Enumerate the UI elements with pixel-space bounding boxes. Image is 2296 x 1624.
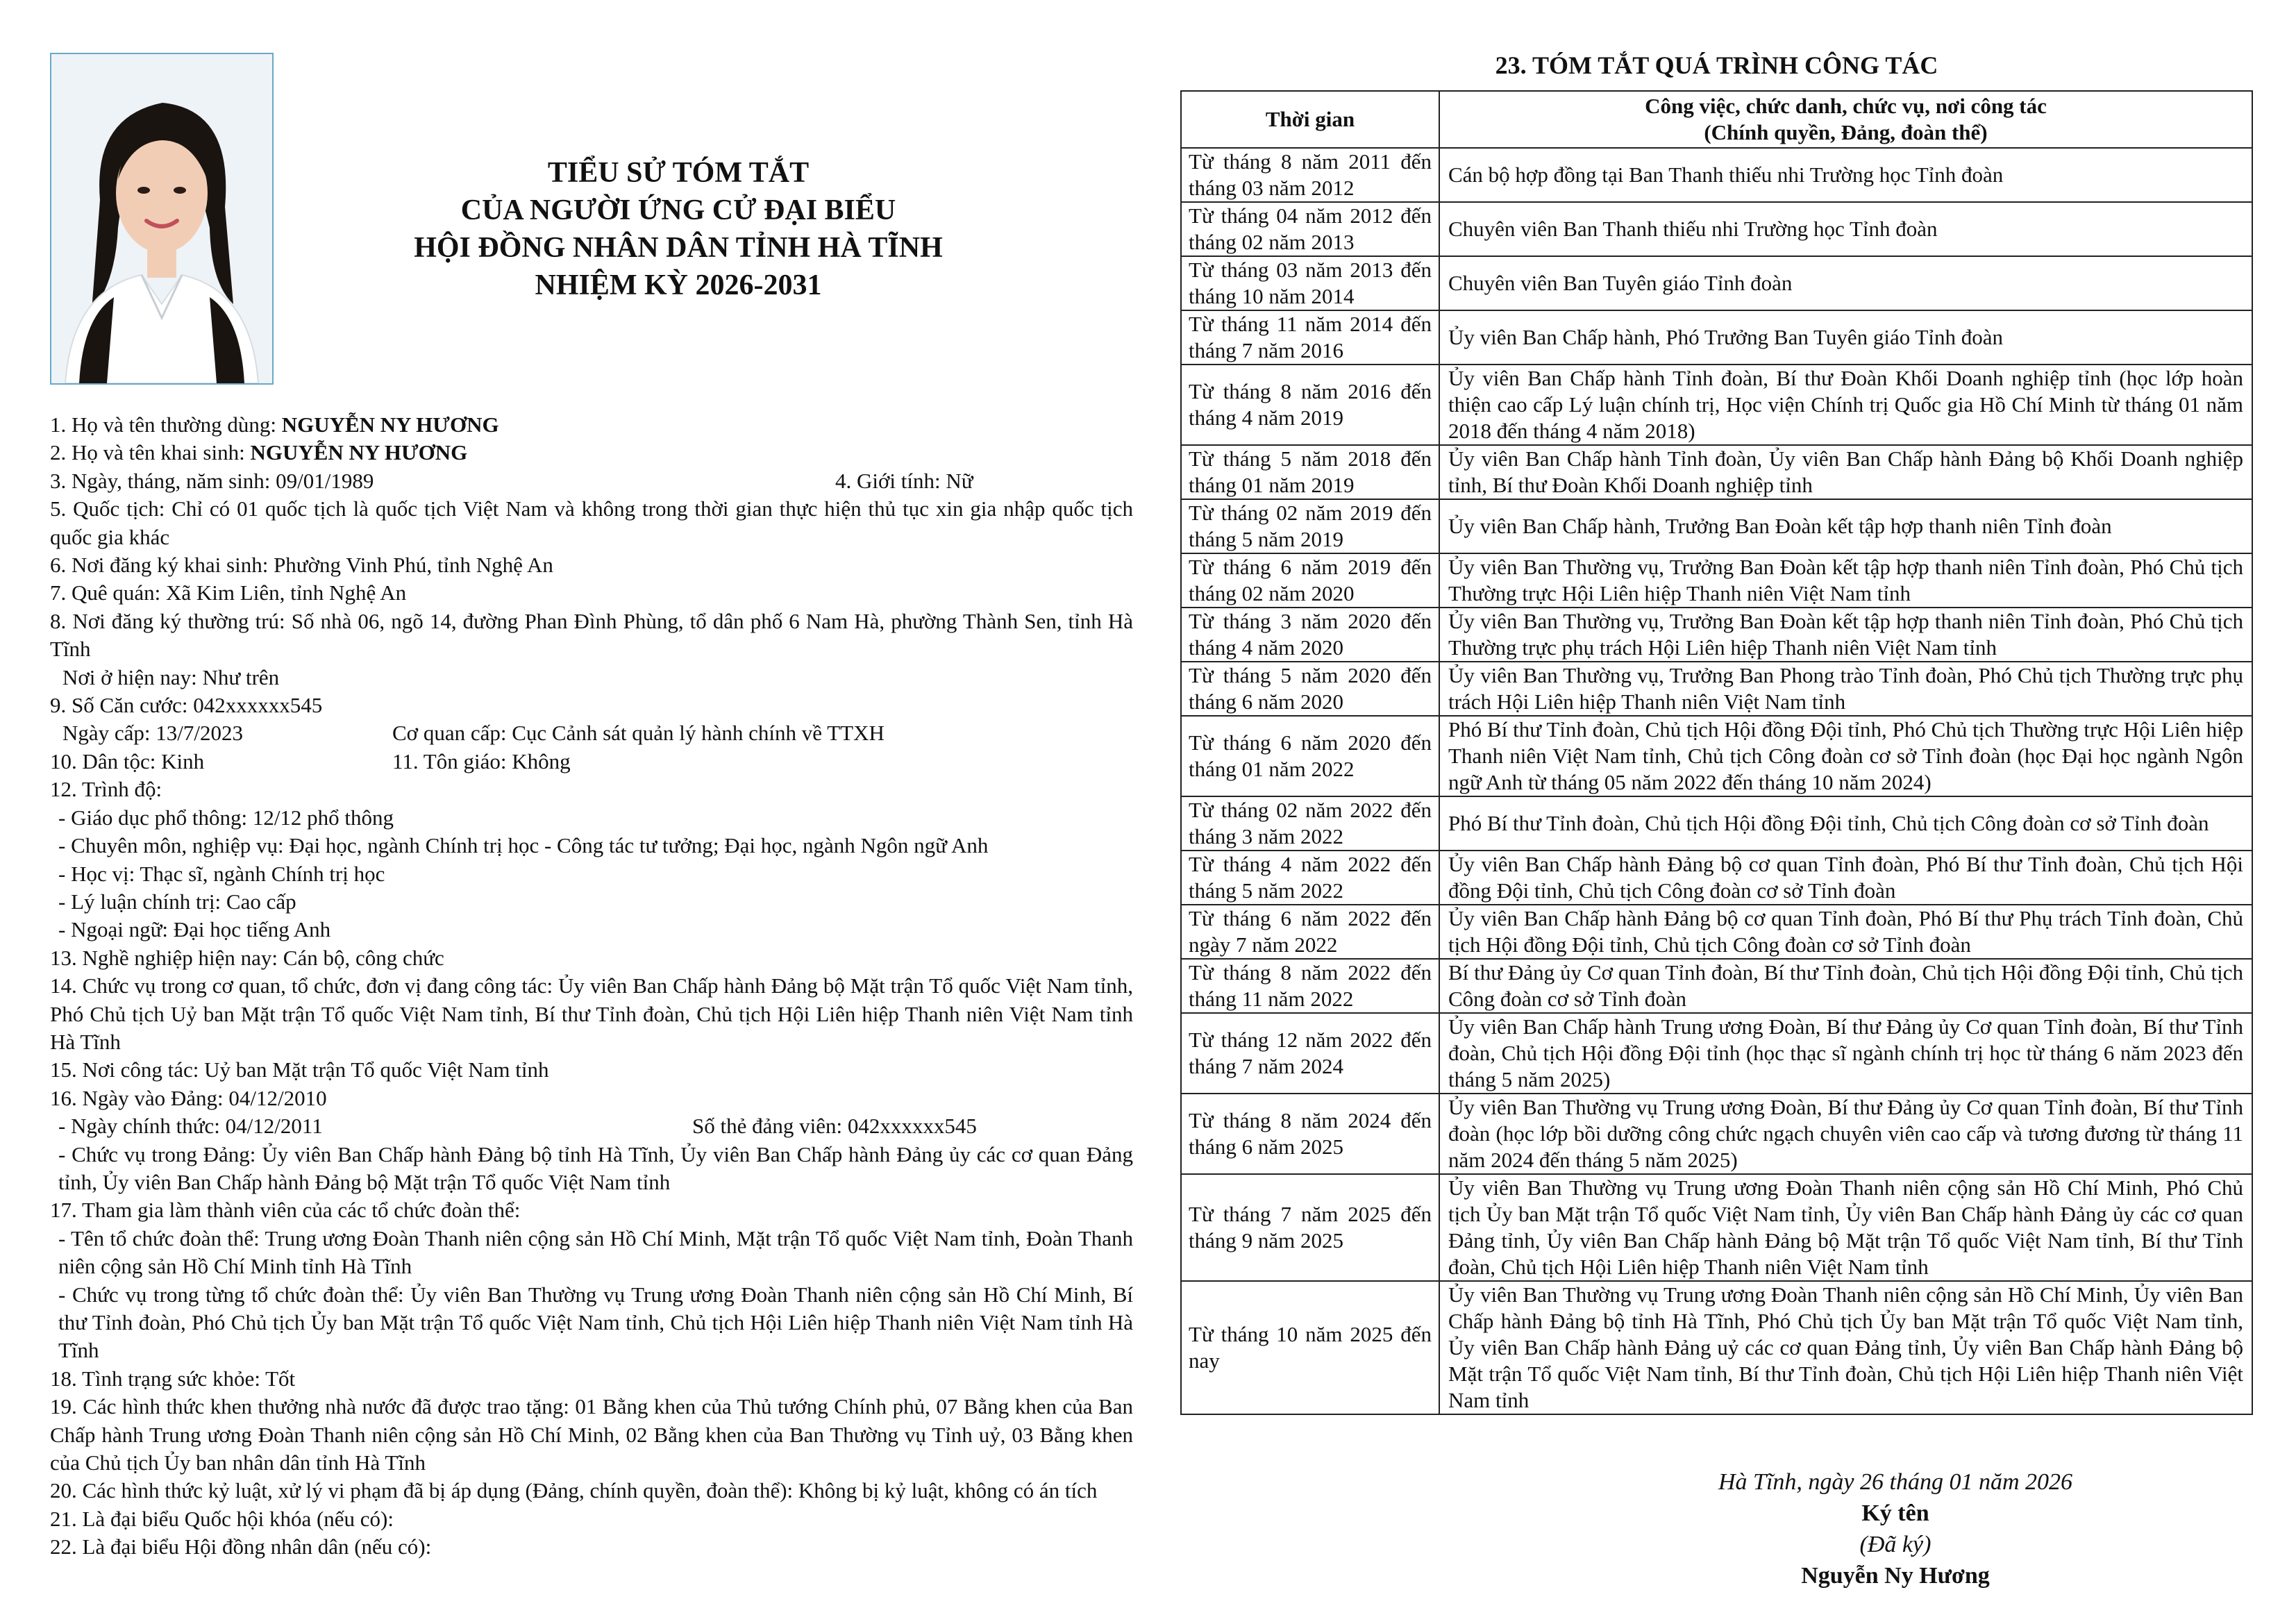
work-period: Từ tháng 6 năm 2019 đến tháng 02 năm 2020 [1181,553,1439,608]
field-discipline: 20. Các hình thức kỷ luật, xử lý vi phạm đã bị áp dụng (Đảng, chính quyền, đoàn thể): Không bị kỷ luật, không có án tích [50,1478,1098,1503]
field-ethnic-religion [50,748,1133,776]
column-header-desc-line2: (Chính quyền, Đảng, đoàn thể) [1704,120,1988,144]
field-value: NGUYỄN NY HƯƠNG [250,440,468,465]
work-description: Ủy viên Ban Chấp hành Tỉnh đoàn, Ủy viên Ban Chấp hành Đảng bộ Khối Doanh nghiệp tỉnh, Bí thư Đoàn Khối Doanh nghiệp tỉnh [1439,445,2252,499]
table-row [1181,365,2252,445]
work-period: Từ tháng 4 năm 2022 đến tháng 5 năm 2022 [1181,851,1439,905]
field-id-number: 9. Số Căn cước: 042xxxxxx545 [50,693,323,718]
work-period: Từ tháng 04 năm 2012 đến tháng 02 năm 2013 [1181,202,1439,256]
field-party-position: - Chức vụ trong Đảng: Ủy viên Ban Chấp hành Đảng bộ tỉnh Hà Tĩnh, Ủy viên Ban Chấp hành Đảng ủy các cơ quan Đảng tỉnh, Ủy viên Ban Chấp hành Đảng bộ Mặt trận Tổ quốc Việt Nam tỉnh [58,1141,1133,1194]
work-period: Từ tháng 12 năm 2022 đến tháng 7 năm 2024 [1181,1013,1439,1094]
work-description: Ủy viên Ban Thường vụ, Trưởng Ban Phong trào Tỉnh đoàn, Phó Chủ tịch Thường trực phụ trách Hội Liên hiệp Thanh niên Việt Nam tỉnh [1439,662,2252,716]
work-description: Ủy viên Ban Thường vụ, Trưởng Ban Đoàn kết tập hợp thanh niên Tỉnh đoàn, Phó Chủ tịch Thường trực phụ trách Hội Liên hiệp Thanh niên Việt Nam tỉnh [1439,608,2252,662]
signature-label: Ký tên [1861,1500,1929,1526]
table-row [1181,499,2252,553]
field-party-official [50,1112,1133,1140]
field-national-assembly: 21. Là đại biểu Quốc hội khóa (nếu có): [50,1506,394,1531]
table-row [1181,445,2252,499]
document-title [300,154,1057,304]
field-nationality: 5. Quốc tịch: Chỉ có 01 quốc tịch là quốc tịch Việt Nam và không trong thời gian thực hiện thủ tục xin gia nhập quốc tịch quốc gia khác [50,496,1133,549]
work-period: Từ tháng 8 năm 2024 đến tháng 6 năm 2025 [1181,1094,1439,1174]
work-description: Ủy viên Ban Thường vụ Trung ương Đoàn Thanh niên cộng sản Hồ Chí Minh, Ủy viên Ban Chấp hành Đảng bộ tỉnh Hà Tĩnh, Phó Chủ tịch Ủy ban Mặt trận Tổ quốc Việt Nam tỉnh, Ủy viên Ban Chấp hành Đảng uỷ các cơ quan Đảng tỉnh, Ủy viên Ban Chấp hành Đảng bộ Mặt trận Tổ quốc Việt Nam tỉnh, Bí thư Tỉnh đoàn, Chủ tịch Hội Liên hiệp Thanh niên Việt Nam tỉnh [1439,1281,2252,1414]
field-id-agency: Cơ quan cấp: Cục Cảnh sát quản lý hành chính về TTXH [392,721,885,746]
work-period: Từ tháng 10 năm 2025 đến nay [1181,1281,1439,1414]
title-line-4: NHIỆM KỲ 2026-2031 [535,269,822,301]
field-id-issue [50,719,1133,747]
work-period: Từ tháng 02 năm 2022 đến tháng 3 năm 2022 [1181,796,1439,851]
field-organizations-heading: 17. Tham gia làm thành viên của các tổ chức đoàn thể: [50,1198,521,1223]
work-description: Ủy viên Ban Chấp hành, Phó Trưởng Ban Tuyên giáo Tỉnh đoàn [1439,310,2252,365]
work-description: Ủy viên Ban Thường vụ Trung ương Đoàn, Bí thư Đảng ủy Cơ quan Tỉnh đoàn, Bí thư Tỉnh đoàn (học lớp bồi dưỡng công chức ngạch chuyên viên cao cấp và tương đương từ tháng 11 năm 2024 đến tháng 5 năm 2025) [1439,1094,2252,1174]
column-header-time: Thời gian [1181,91,1439,148]
field-occupation: 13. Nghề nghiệp hiện nay: Cán bộ, công chức [50,945,444,970]
table-row [1181,851,2252,905]
personal-info [50,411,1133,1562]
field-permanent-address: 8. Nơi đăng ký thường trú: Số nhà 06, ngõ 14, đường Phan Đình Phùng, tổ dân phố 6 Nam Hà, phường Thành Sen, tỉnh Hà Tĩnh [50,608,1133,662]
column-header-desc-line1: Công việc, chức danh, chức vụ, nơi công tác [1645,94,2047,118]
table-row [1181,608,2252,662]
field-awards: 19. Các hình thức khen thưởng nhà nước đã được trao tặng: 01 Bằng khen của Thủ tướng Chính phủ, 07 Bằng khen của Ban Chấp hành Trung ương Đoàn Thanh niên cộng sản Hồ Chí Minh, 02 Bằng khen của Ban Thường vụ Tỉnh uỷ, 03 Bằng khen của Chủ tịch Ủy ban nhân dân tỉnh Hà Tĩnh [50,1394,1133,1475]
work-history-table [1180,90,2253,1415]
table-row [1181,1174,2252,1281]
field-education-heading: 12. Trình độ: [50,777,162,802]
field-professional: - Chuyên môn, nghiệp vụ: Đại học, ngành Chính trị học - Công tác tư tưởng; Đại học, ngành Ngôn ngữ Anh [58,833,989,858]
field-birth-registration: 6. Nơi đăng ký khai sinh: Phường Vinh Phú, tỉnh Nghệ An [50,553,553,578]
work-period: Từ tháng 7 năm 2025 đến tháng 9 năm 2025 [1181,1174,1439,1281]
field-gender: 4. Giới tính: Nữ [835,468,973,493]
table-row [1181,256,2252,310]
table-row [1181,310,2252,365]
table-row [1181,148,2252,202]
field-value: NGUYỄN NY HƯƠNG [281,412,499,437]
table-row [1181,553,2252,608]
field-dob: 3. Ngày, tháng, năm sinh: 09/01/1989 [50,468,374,493]
signature-place-date: Hà Tĩnh, ngày 26 tháng 01 năm 2026 [1718,1469,2072,1495]
field-workplace: 15. Nơi công tác: Uỷ ban Mặt trận Tổ quốc Việt Nam tỉnh [50,1057,549,1082]
signature-block [1652,1466,2138,1591]
work-description: Bí thư Đảng ủy Cơ quan Tỉnh đoàn, Bí thư Tỉnh đoàn, Chủ tịch Hội đồng Đội tỉnh, Chủ tịch Công đoàn cơ sở Tỉnh đoàn [1439,959,2252,1013]
work-period: Từ tháng 8 năm 2022 đến tháng 11 năm 2022 [1181,959,1439,1013]
field-general-education: - Giáo dục phổ thông: 12/12 phổ thông [58,805,394,830]
work-period: Từ tháng 02 năm 2019 đến tháng 5 năm 2019 [1181,499,1439,553]
table-row [1181,1013,2252,1094]
field-common-name [50,411,1133,439]
work-period: Từ tháng 5 năm 2018 đến tháng 01 năm 2019 [1181,445,1439,499]
column-header-description [1439,91,2252,148]
field-degree: - Học vị: Thạc sĩ, ngành Chính trị học [58,861,385,886]
work-history-title: 23. TÓM TẮT QUÁ TRÌNH CÔNG TÁC [1495,51,1938,79]
right-column [1180,50,2253,1598]
field-current-address: Nơi ở hiện nay: Như trên [62,664,280,689]
work-period: Từ tháng 8 năm 2011 đến tháng 03 năm 2012 [1181,148,1439,202]
work-period: Từ tháng 3 năm 2020 đến tháng 4 năm 2020 [1181,608,1439,662]
title-line-2: CỦA NGƯỜI ỨNG CỬ ĐẠI BIỂU [460,194,896,226]
work-description: Ủy viên Ban Chấp hành Tỉnh đoàn, Bí thư Đoàn Khối Doanh nghiệp tỉnh (học lớp hoàn thiện cao cấp Lý luận chính trị, Học viện Chính trị Quốc gia Hồ Chí Minh từ tháng 01 năm 2018 đến tháng 4 năm 2018) [1439,365,2252,445]
field-health: 18. Tình trạng sức khỏe: Tốt [50,1366,296,1391]
work-period: Từ tháng 11 năm 2014 đến tháng 7 năm 2016 [1181,310,1439,365]
table-row [1181,202,2252,256]
left-column [50,50,1133,1598]
table-row [1181,662,2252,716]
field-label: 2. Họ và tên khai sinh: [50,440,251,465]
field-organization-positions: - Chức vụ trong từng tổ chức đoàn thể: Ủy viên Ban Thường vụ Trung ương Đoàn Thanh niên cộng sản Hồ Chí Minh, Bí thư Tỉnh đoàn, Phó Chủ tịch Ủy ban Mặt trận Tổ quốc Việt Nam tỉnh, Chủ tịch Hội Liên hiệp Thanh niên Việt Nam tỉnh Hà Tĩnh [58,1282,1133,1363]
table-header-row [1181,91,2252,148]
work-description: Phó Bí thư Tỉnh đoàn, Chủ tịch Hội đồng Đội tỉnh, Chủ tịch Công đoàn cơ sở Tỉnh đoàn [1439,796,2252,851]
table-row [1181,796,2252,851]
work-period: Từ tháng 6 năm 2022 đến ngày 7 năm 2022 [1181,905,1439,959]
work-period: Từ tháng 6 năm 2020 đến tháng 01 năm 2022 [1181,716,1439,796]
work-description: Phó Bí thư Tỉnh đoàn, Chủ tịch Hội đồng Đội tỉnh, Phó Chủ tịch Thường trực Hội Liên hiệp Thanh niên Việt Nam tỉnh, Chủ tịch Công đoàn cơ sở Tỉnh đoàn (học Đại học ngành Ngôn ngữ Anh từ tháng 05 năm 2022 đến tháng 10 năm 2024) [1439,716,2252,796]
signature-status: (Đã ký) [1859,1532,1932,1557]
signer-name: Nguyễn Ny Hương [1801,1563,1990,1589]
title-line-3: HỘI ĐỒNG NHÂN DÂN TỈNH HÀ TĨNH [414,232,943,264]
portrait-photo [50,53,274,385]
work-description: Ủy viên Ban Chấp hành Đảng bộ cơ quan Tỉnh đoàn, Phó Bí thư Tỉnh đoàn, Chủ tịch Hội đồng Đội tỉnh, Chủ tịch Công đoàn cơ sở Tỉnh đoàn [1439,851,2252,905]
work-description: Ủy viên Ban Thường vụ Trung ương Đoàn Thanh niên cộng sản Hồ Chí Minh, Phó Chủ tịch Ủy ban Mặt trận Tổ quốc Việt Nam tỉnh, Ủy viên Ban Chấp hành Đảng ủy các cơ quan Đảng tỉnh, Ủy viên Ban Chấp hành Đảng bộ Mặt trận Tổ quốc Việt Nam tỉnh, Bí thư Tỉnh đoàn, Chủ tịch Hội Liên hiệp Thanh niên Việt Nam tỉnh [1439,1174,2252,1281]
field-religion: 11. Tôn giáo: Không [392,748,571,773]
field-peoples-council: 22. Là đại biểu Hội đồng nhân dân (nếu có): [50,1534,432,1559]
table-row [1181,1281,2252,1414]
portrait-image [51,54,272,383]
work-description: Ủy viên Ban Chấp hành Đảng bộ cơ quan Tỉnh đoàn, Phó Bí thư Phụ trách Tỉnh đoàn, Chủ tịch Hội đồng Đội tỉnh, Chủ tịch Công đoàn cơ sở Tỉnh đoàn [1439,905,2252,959]
work-period: Từ tháng 03 năm 2013 đến tháng 10 năm 2014 [1181,256,1439,310]
field-political-theory: - Lý luận chính trị: Cao cấp [58,889,296,914]
field-dob-gender [50,467,1133,495]
work-period: Từ tháng 8 năm 2016 đến tháng 4 năm 2019 [1181,365,1439,445]
table-row [1181,1094,2252,1174]
work-description: Ủy viên Ban Chấp hành Trung ương Đoàn, Bí thư Đảng ủy Cơ quan Tỉnh đoàn, Bí thư Tỉnh đoàn, Chủ tịch Hội đồng Đội tỉnh (học thạc sĩ ngành chính trị học từ tháng 6 năm 2023 đến tháng 5 năm 2025) [1439,1013,2252,1094]
field-current-position: 14. Chức vụ trong cơ quan, tổ chức, đơn vị đang công tác: Ủy viên Ban Chấp hành Đảng bộ Mặt trận Tổ quốc Việt Nam tỉnh, Phó Chủ tịch Uỷ ban Mặt trận Tổ quốc Việt Nam tỉnh, Bí thư Tỉnh đoàn, Chủ tịch Hội Liên hiệp Thanh niên Việt Nam tỉnh Hà Tĩnh [50,973,1133,1054]
work-description: Ủy viên Ban Chấp hành, Trưởng Ban Đoàn kết tập hợp thanh niên Tỉnh đoàn [1439,499,2252,553]
work-description: Ủy viên Ban Thường vụ, Trưởng Ban Đoàn kết tập hợp thanh niên Tỉnh đoàn, Phó Chủ tịch Thường trực Hội Liên hiệp Thanh niên Việt Nam tỉnh [1439,553,2252,608]
field-official-date: - Ngày chính thức: 04/12/2011 [58,1114,323,1139]
table-row [1181,959,2252,1013]
title-line-1: TIỂU SỬ TÓM TẮT [547,157,810,189]
work-description: Chuyên viên Ban Thanh thiếu nhi Trường học Tỉnh đoàn [1439,202,2252,256]
table-row [1181,905,2252,959]
field-party-card: Số thẻ đảng viên: 042xxxxxx545 [692,1114,977,1139]
field-organization-names: - Tên tổ chức đoàn thể: Trung ương Đoàn Thanh niên cộng sản Hồ Chí Minh, Mặt trận Tổ quốc Việt Nam tỉnh, Đoàn Thanh niên cộng sản Hồ Chí Minh tỉnh Hà Tĩnh [58,1225,1133,1279]
work-period: Từ tháng 5 năm 2020 đến tháng 6 năm 2020 [1181,662,1439,716]
field-id-date: Ngày cấp: 13/7/2023 [62,721,244,746]
field-hometown: 7. Quê quán: Xã Kim Liên, tỉnh Nghệ An [50,580,407,605]
field-ethnic: 10. Dân tộc: Kinh [50,748,205,773]
work-history-body [1181,148,2252,1414]
field-label: 1. Họ và tên thường dùng: [50,412,282,437]
field-party-join-date: 16. Ngày vào Đảng: 04/12/2010 [50,1085,327,1110]
work-description: Chuyên viên Ban Tuyên giáo Tỉnh đoàn [1439,256,2252,310]
work-description: Cán bộ hợp đồng tại Ban Thanh thiếu nhi Trường học Tỉnh đoàn [1439,148,2252,202]
field-birth-name [50,439,1133,467]
table-row [1181,716,2252,796]
field-foreign-language: - Ngoại ngữ: Đại học tiếng Anh [58,917,331,942]
